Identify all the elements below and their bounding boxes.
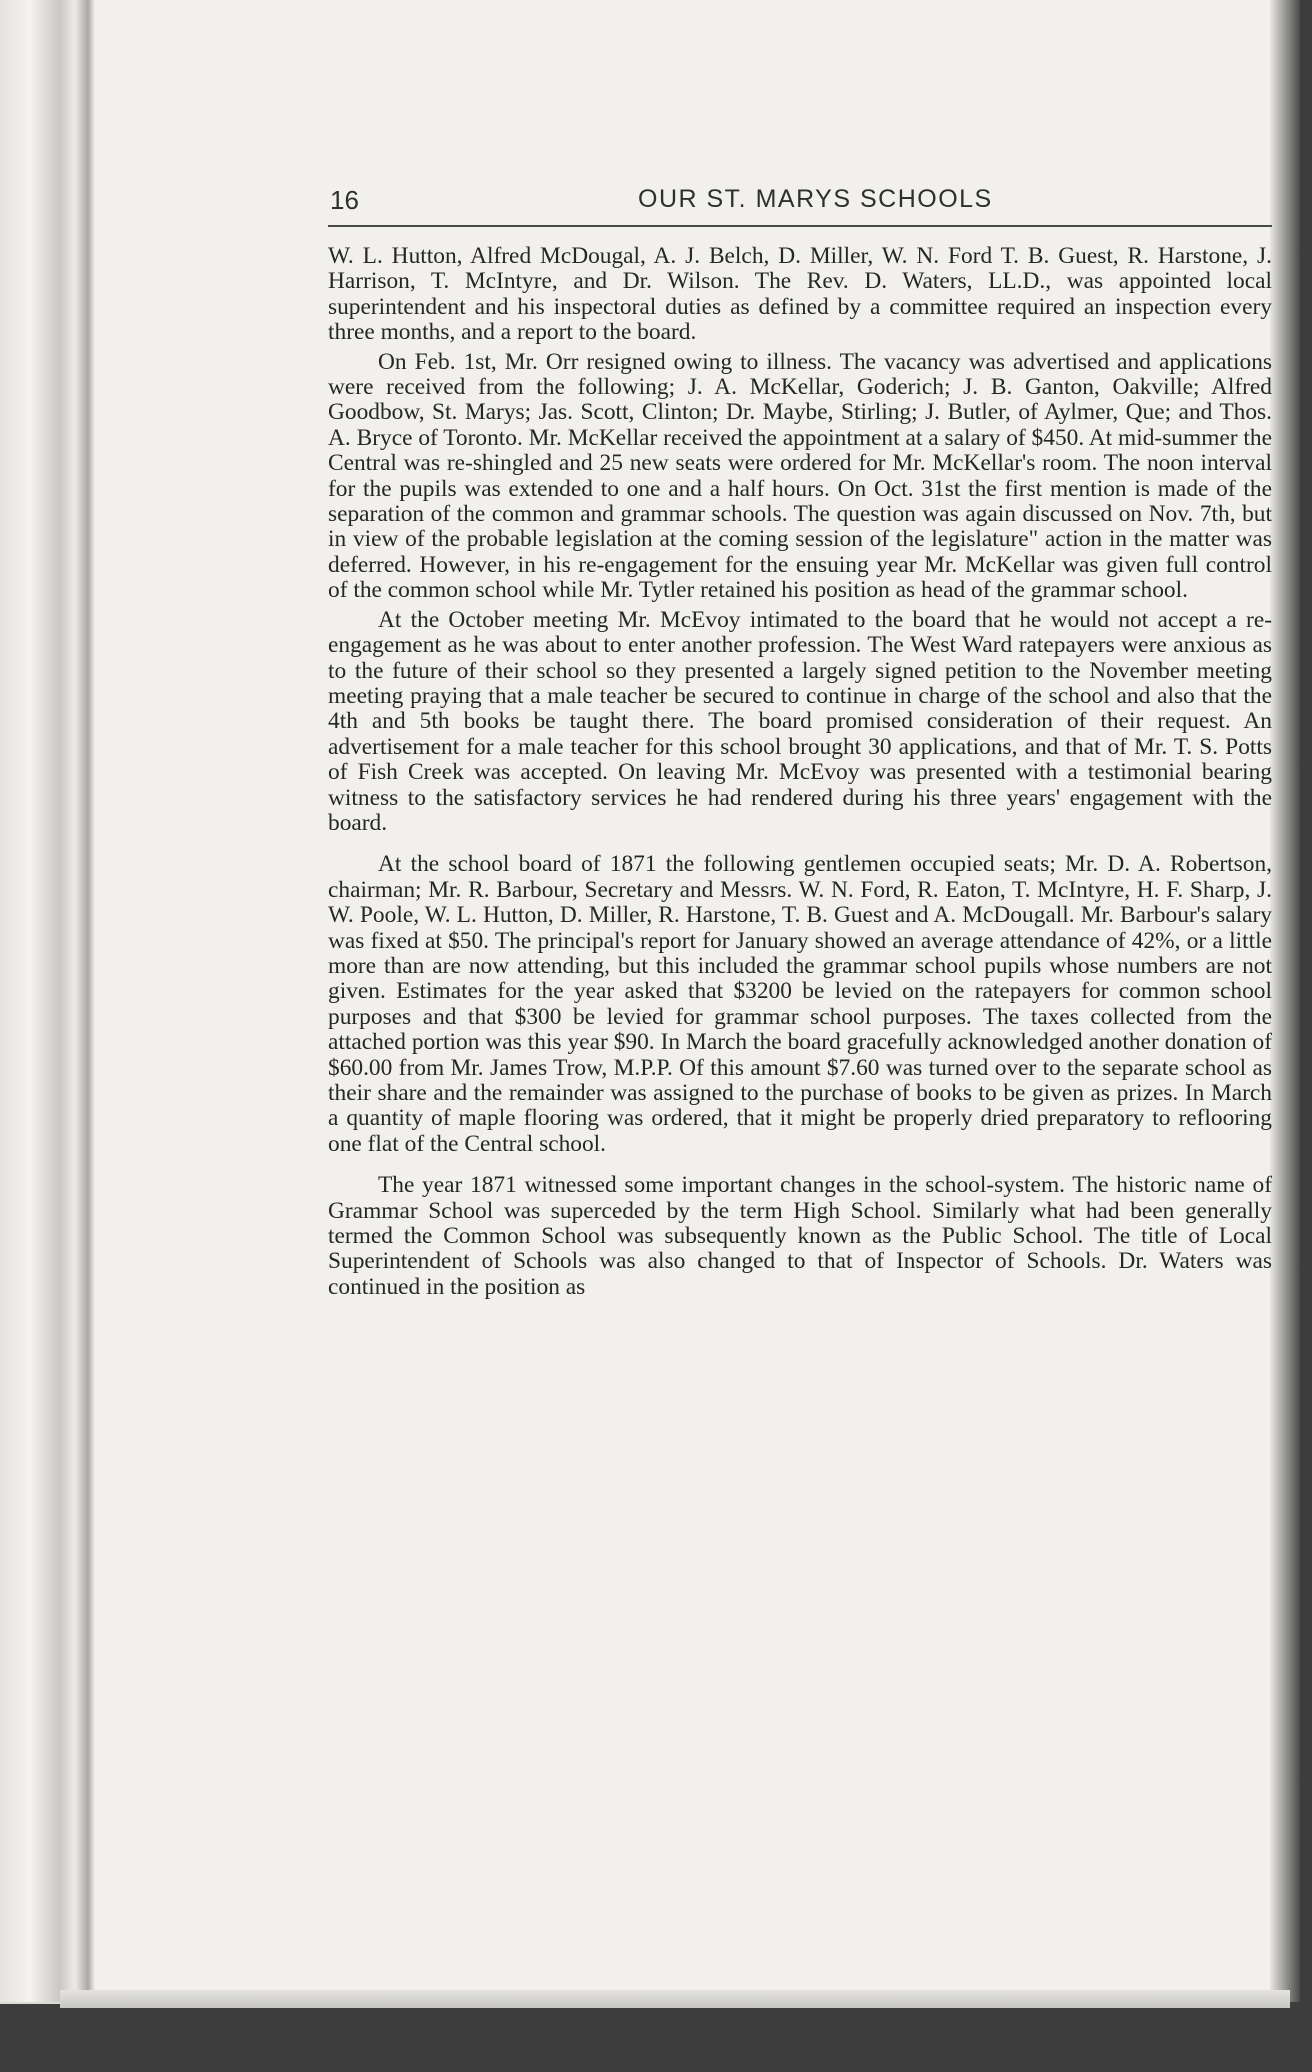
paragraph: On Feb. 1st, Mr. Orr resigned owing to illness. The vacancy was advertised and applications were received from the following; J. A. McKellar, Goderich; J. B. Ganton, Oakville; Alfred Goodbow, St. Marys; Jas. Scott, Clinton; Dr. Maybe, Stirling; J. Butler, of Aylmer, Que; and Thos. A. Bryce of Toronto. Mr. McKellar received the appointment at a salary of $450. At mid-summer the Central was re-shingled and 25 new seats were ordered for Mr. McKellar's room. The noon interval for the pupils was extended to one and a half hours. On Oct. 31st the first mention is made of the separation of the common and grammar schools. The question was again discussed on Nov. 7th, but in view of the probable legislation at the coming session of the legislature" action in the matter was deferred. However, in his re-engagement for the ensuing year Mr. McKellar was given full control of the common school while Mr. Tytler retained his position as head of the grammar school. [328, 348, 1272, 604]
paragraph: At the school board of 1871 the following gentlemen occupied seats; Mr. D. A. Robertson, chairman; Mr. R. Barbour, Secretary and Messrs. W. N. Ford, R. Eaton, T. McIntyre, H. F. Sharp, J. W. Poole, W. L. Hutton, D. Miller, R. Harstone, T. B. Guest and A. McDougall. Mr. Barbour's salary was fixed at $50. The principal's report for January showed an average attendance of 42%, or a little more than are now attending, but this included the grammar school pupils whose numbers are not given. Estimates for the year asked that $3200 be levied on the ratepayers for common school purposes and that $300 be levied for grammar school purposes. The taxes collected from the attached portion was this year $90. In March the board gracefully acknowledged another donation of $60.00 from Mr. James Trow, M.P.P. Of this amount $7.60 was turned over to the separate school as their share and the remainder was assigned to the purchase of books to be given as prizes. In March a quantity of maple flooring was ordered, that it might be properly dried preparatory to reflooring one flat of the Central school. [328, 851, 1272, 1157]
paragraph: At the October meeting Mr. McEvoy intimated to the board that he would not accept a re-engagement as he was about to enter another profession. The West Ward ratepayers were anxious as to the future of their school so they presented a largely signed petition to the November meeting meeting praying that a male teacher be secured to continue in charge of the school and also that the 4th and 5th books be taught there. The board promised consideration of their request. An advertisement for a male teacher for this school brought 30 applications, and that of Mr. T. S. Potts of Fish Creek was accepted. On leaving Mr. McEvoy was presented with a testimonial bearing witness to the satisfactory services he had rendered during his three years' engagement with the board. [328, 606, 1272, 836]
body-text [328, 244, 1272, 1304]
page-stack-edge [60, 1990, 1290, 2008]
page-number: 16 [330, 185, 359, 215]
paragraph: W. L. Hutton, Alfred McDougal, A. J. Belch, D. Miller, W. N. Ford T. B. Guest, R. Harstone, J. Harrison, T. McIntyre, and Dr. Wilson. The Rev. D. Waters, LL.D., was appointed local superintendent and his inspectoral duties as defined by a committee required an inspection every three months, and a report to the board. [328, 243, 1272, 346]
page-binding [0, 0, 95, 2002]
page-header [328, 181, 1272, 227]
page-edge-shadow [1270, 0, 1300, 2002]
paragraph: The year 1871 witnessed some important changes in the school-system. The historic name of Grammar School was superceded by the term High School. Similarly what had been generally termed the Common School was subsequently known as the Public School. The title of Local Superintendent of Schools was also changed to that of Inspector of Schools. Dr. Waters was continued in the position as [328, 1172, 1272, 1300]
running-title: OUR ST. MARYS SCHOOLS [638, 185, 993, 213]
